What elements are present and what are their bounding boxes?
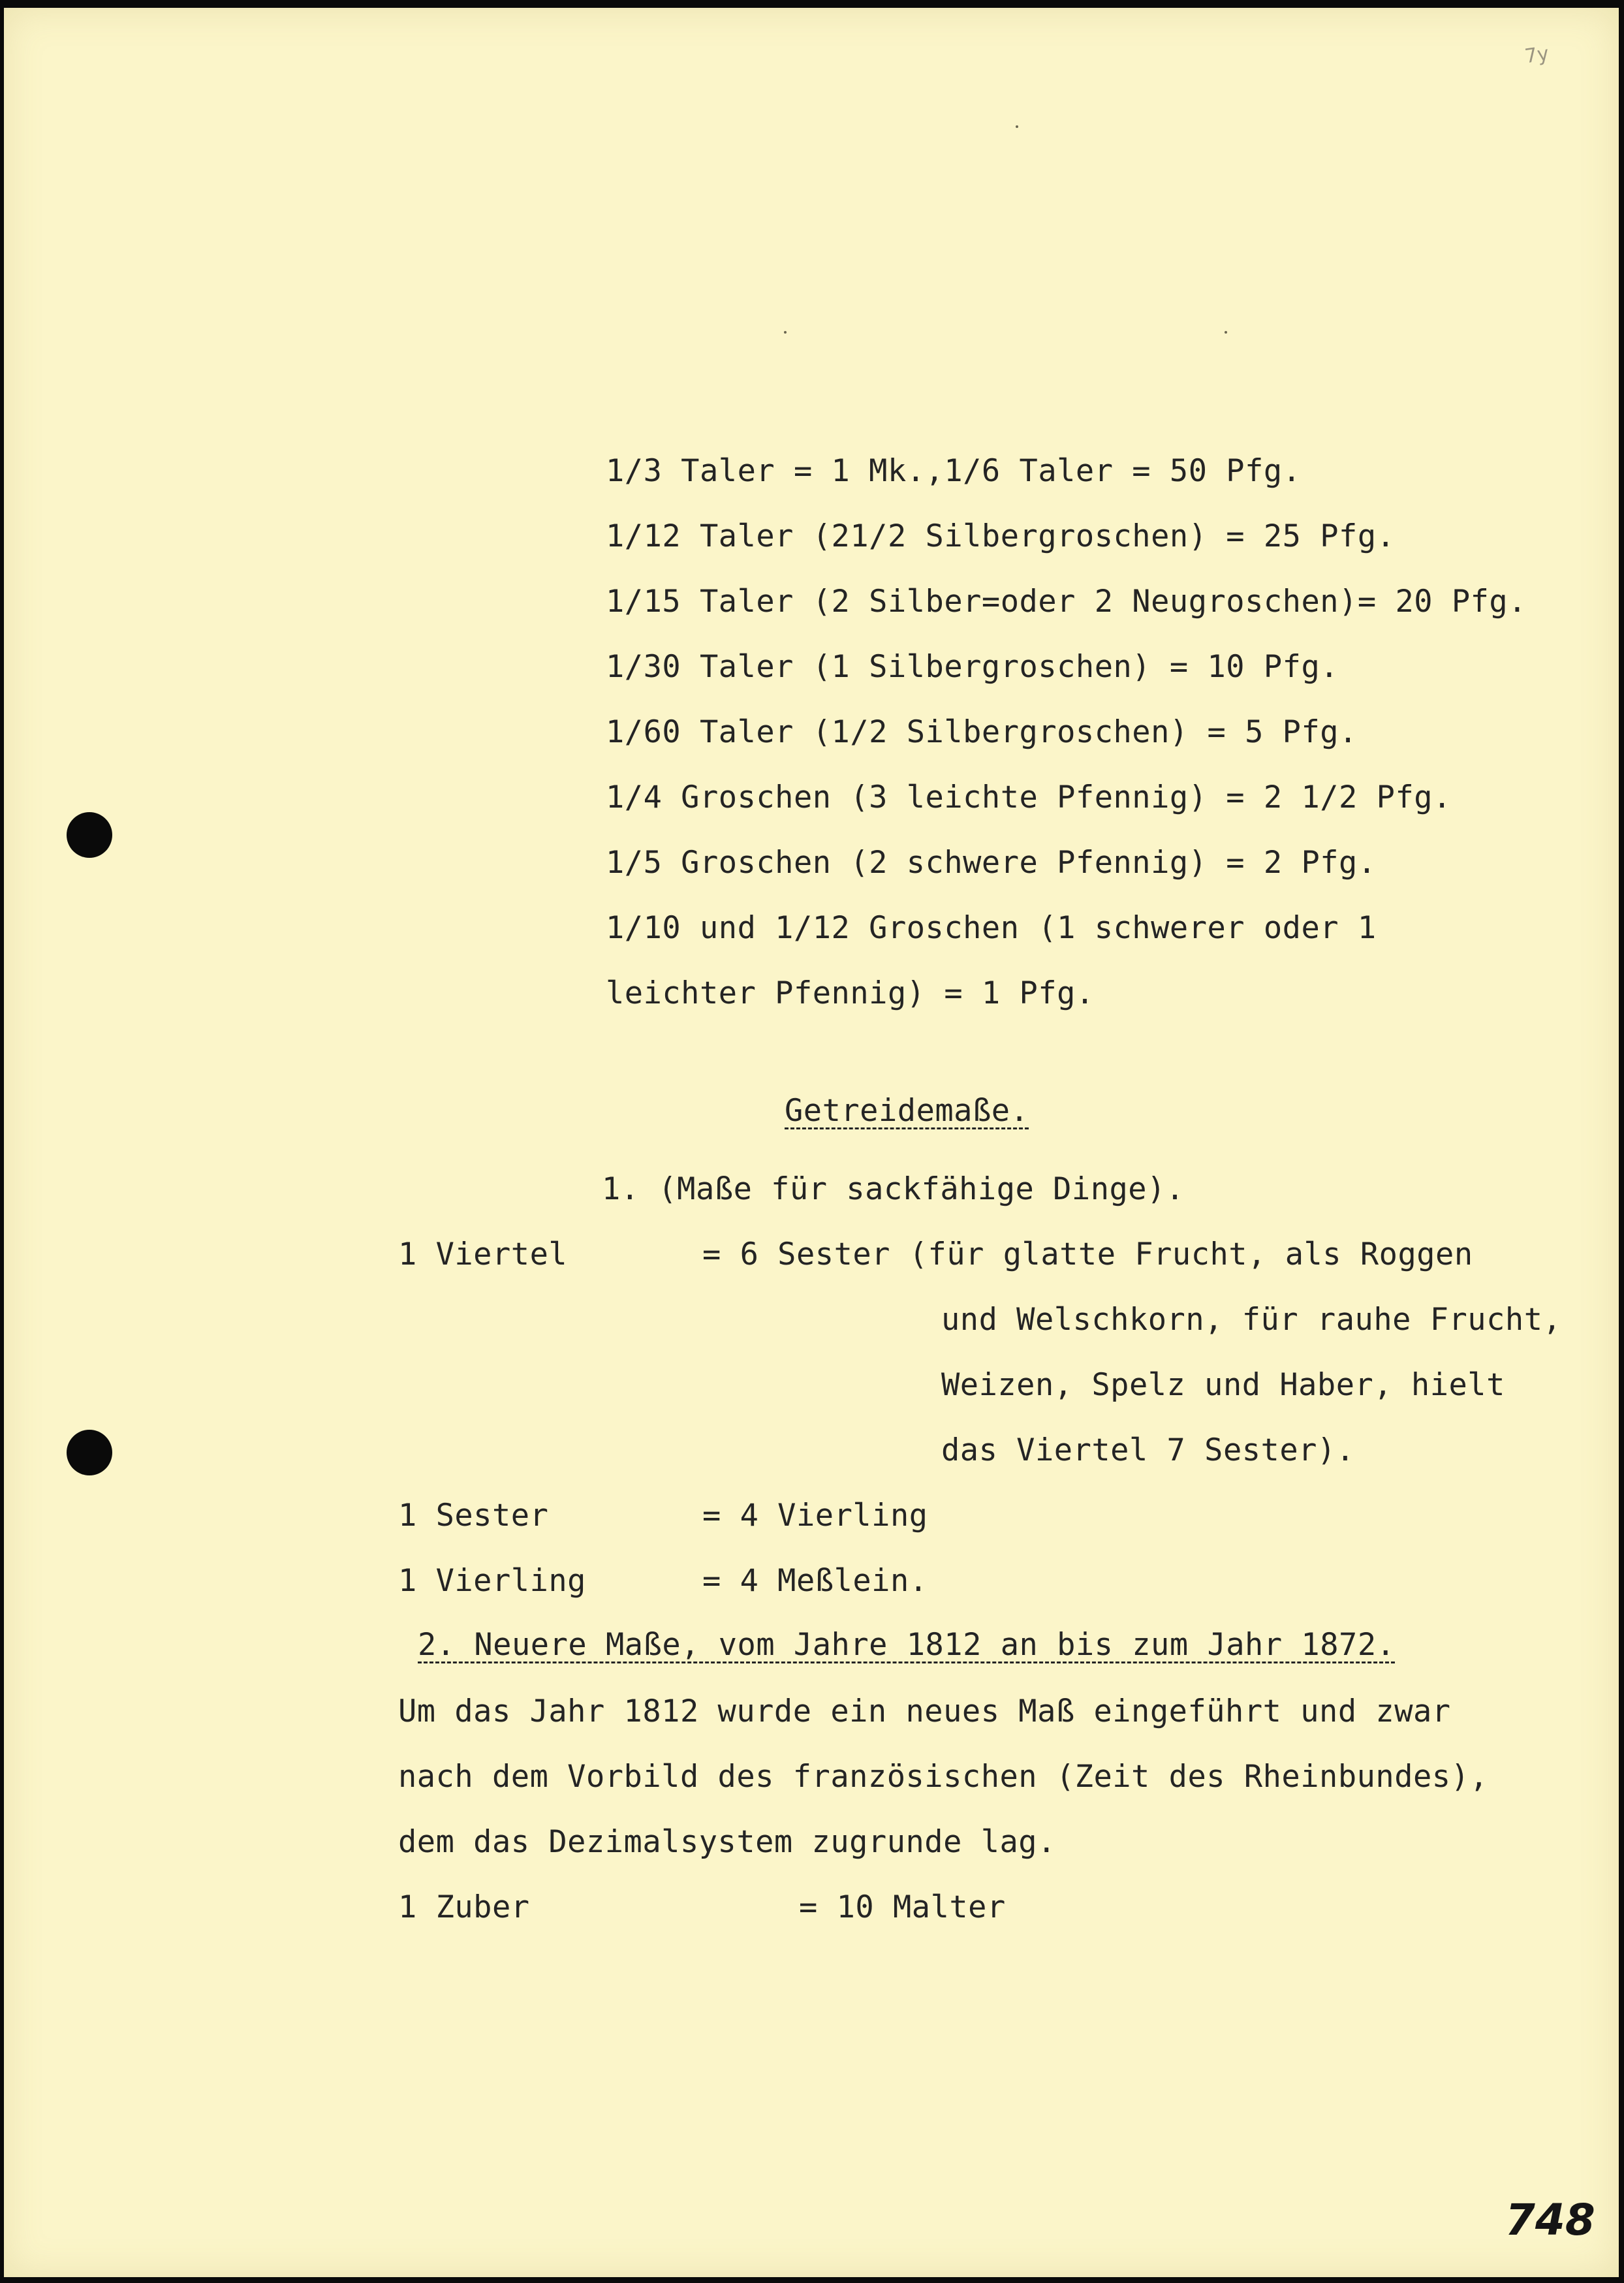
subsection-heading: 1. (Maße für sackfähige Dinge). (602, 1171, 1185, 1207)
corner-annotation: 7y (1523, 42, 1551, 69)
currency-line: 1/30 Taler (1 Silbergroschen) = 10 Pfg. (606, 649, 1339, 685)
punch-hole (67, 1430, 112, 1475)
page-number: 748 (1505, 2195, 1595, 2245)
currency-line: 1/12 Taler (21/2 Silbergroschen) = 25 Pfg. (606, 518, 1396, 554)
paragraph-line: nach dem Vorbild des französischen (Zeit des Rheinbundes), (398, 1759, 1489, 1795)
measure-note: Weizen, Spelz und Haber, hielt (941, 1367, 1505, 1403)
paragraph-line: Um das Jahr 1812 wurde ein neues Maß eingeführt und zwar (398, 1693, 1451, 1729)
measure-label: 1 Vierling (398, 1563, 586, 1599)
currency-line: 1/3 Taler = 1 Mk.,1/6 Taler = 50 Pfg. (606, 453, 1302, 489)
measure-note: und Welschkorn, für rauhe Frucht, (941, 1302, 1562, 1338)
currency-line: 1/10 und 1/12 Groschen (1 schwerer oder 1 (606, 910, 1377, 946)
measure-label: 1 Sester (398, 1498, 549, 1534)
measure-note: das Viertel 7 Sester). (941, 1432, 1355, 1468)
measure-value: = 4 Meßlein. (702, 1563, 928, 1599)
document-page (4, 8, 1619, 2277)
paper-speck (784, 331, 787, 334)
measure-label: 1 Viertel (398, 1236, 568, 1272)
currency-line: 1/5 Groschen (2 schwere Pfennig) = 2 Pfg. (606, 845, 1377, 881)
paper-speck (1016, 125, 1018, 128)
currency-line: 1/15 Taler (2 Silber=oder 2 Neugroschen)= 20 Pfg. (606, 584, 1527, 620)
paper-speck (1225, 331, 1227, 334)
measure-value: = 4 Vierling (702, 1498, 928, 1534)
measure-value: = 10 Malter (799, 1889, 1006, 1925)
section-heading: Getreidemaße. (785, 1093, 1029, 1129)
measure-label: 1 Zuber (398, 1889, 530, 1925)
subsection-heading: 2. Neuere Maße, vom Jahre 1812 an bis zum Jahr 1872. (418, 1627, 1396, 1663)
currency-line: 1/4 Groschen (3 leichte Pfennig) = 2 1/2 Pfg. (606, 779, 1452, 815)
paragraph-line: dem das Dezimalsystem zugrunde lag. (398, 1824, 1056, 1860)
currency-line: 1/60 Taler (1/2 Silbergroschen) = 5 Pfg. (606, 714, 1358, 750)
punch-hole (67, 812, 112, 858)
currency-line: leichter Pfennig) = 1 Pfg. (606, 975, 1095, 1011)
measure-value: = 6 Sester (für glatte Frucht, als Roggen (702, 1236, 1473, 1272)
